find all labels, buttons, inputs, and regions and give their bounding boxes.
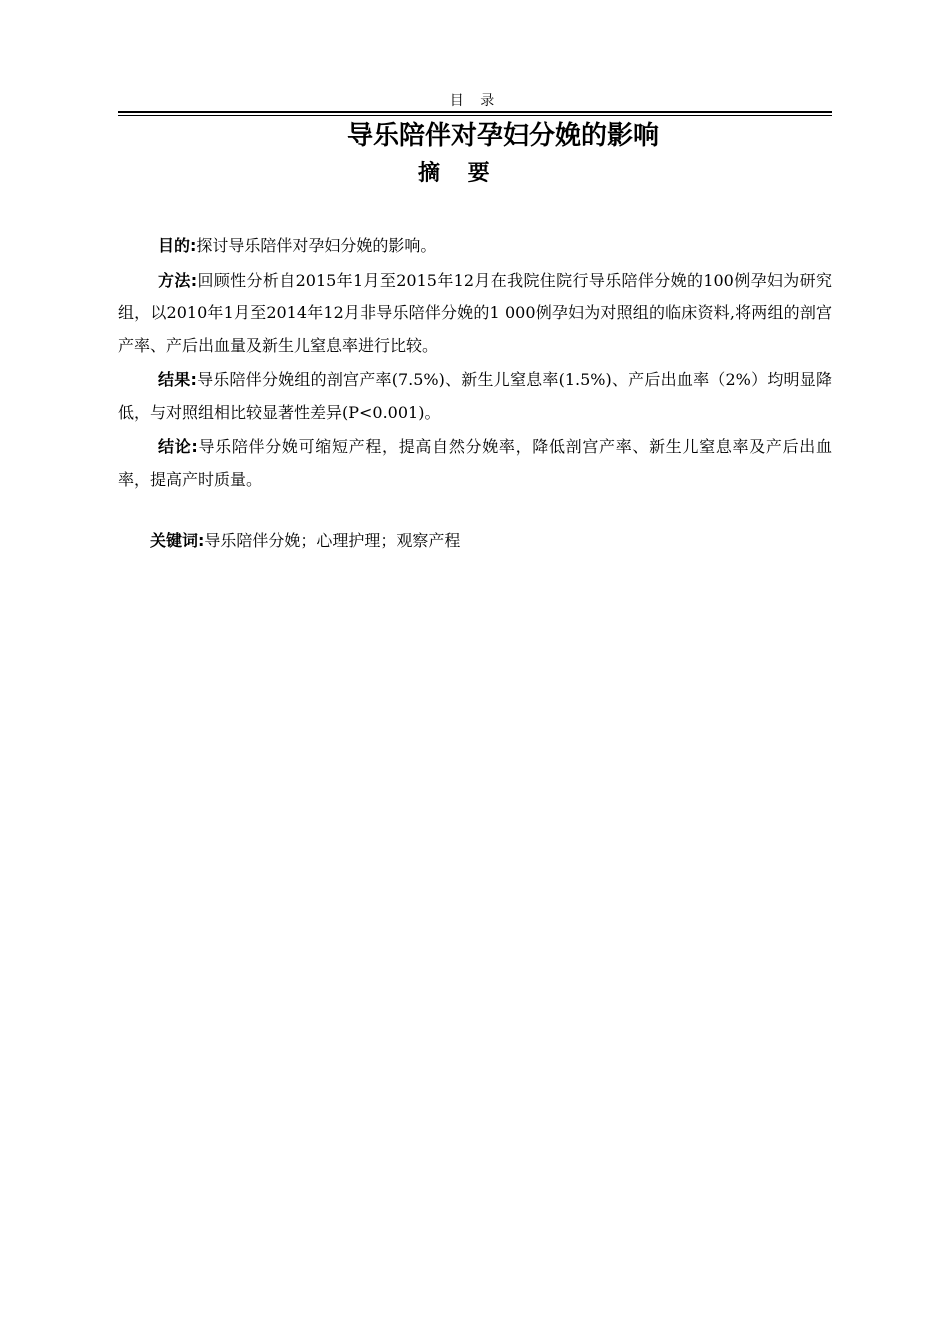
document-title: 导乐陪伴对孕妇分娩的影响	[346, 121, 659, 151]
objective-paragraph	[118, 230, 832, 263]
abstract-body	[118, 230, 832, 498]
conclusion-text: 导乐陪伴分娩可缩短产程，提高自然分娩率，降低剖宫产率、新生儿窒息率及产后出血率，提高产时质量。	[118, 437, 832, 489]
result-paragraph	[118, 364, 832, 429]
objective-label: 目的:	[158, 236, 197, 255]
keywords-line	[150, 526, 460, 556]
result-text: 导乐陪伴分娩组的剖宫产率(7.5%)、新生儿窒息率(1.5%)、产后出血率（2%）均明显降低，与对照组相比较显著性差异(P<0.001)。	[118, 370, 832, 422]
method-label: 方法:	[158, 270, 198, 290]
method-text: 回顾性分析自2015年1月至2015年12月在我院住院行导乐陪伴分娩的100例孕妇为研究组，以2010年1月至2014年12月非导乐陪伴分娩的1 000例孕妇为对照组的临床资料,将两组的剖宫产率、产后出血量及新生儿窒息率进行比较。	[118, 270, 832, 355]
objective-text: 探讨导乐陪伴对孕妇分娩的影响。	[196, 236, 437, 255]
header-rule-thick	[118, 111, 832, 113]
keywords-text: 导乐陪伴分娩；心理护理；观察产程	[204, 531, 461, 550]
conclusion-paragraph	[118, 431, 832, 496]
header-rule-thin	[118, 115, 832, 116]
abstract-heading: 摘 要	[418, 161, 500, 186]
method-paragraph	[118, 265, 832, 363]
keywords-label: 关键词:	[150, 531, 205, 550]
page-header: 目 录	[449, 93, 501, 109]
result-label: 结果:	[158, 370, 197, 389]
conclusion-label: 结论:	[158, 437, 198, 456]
